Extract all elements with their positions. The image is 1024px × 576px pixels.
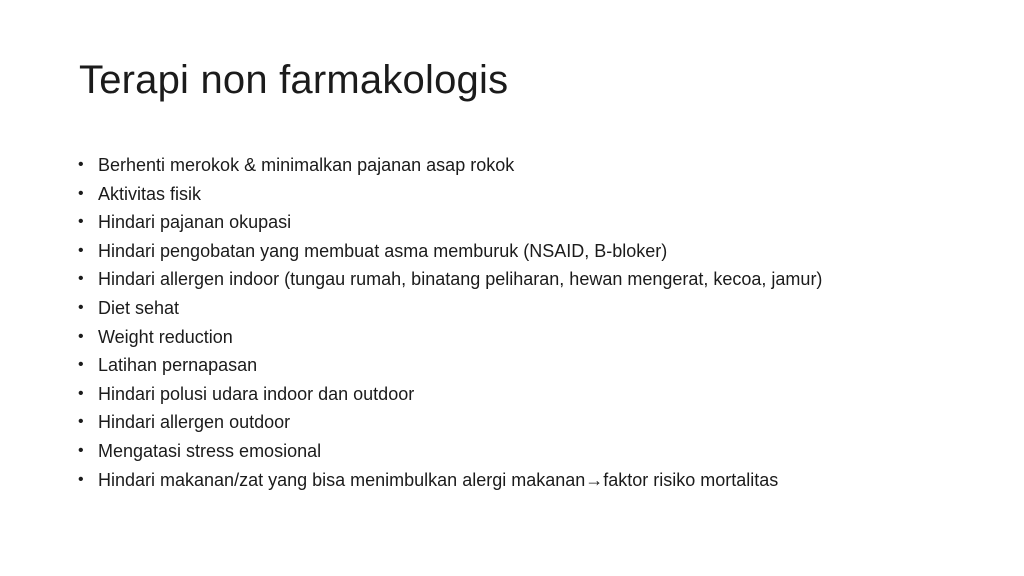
bullet-text: Hindari allergen outdoor: [98, 412, 291, 433]
bullet-text: Latihan pernapasan: [98, 355, 258, 376]
bullet-text: Hindari pengobatan yang membuat asma memburuk (NSAID, B-bloker): [98, 240, 668, 261]
bullet-text: Weight reduction: [98, 326, 233, 347]
bullet-dot-icon: •: [78, 384, 84, 402]
bullet-item: [78, 208, 822, 237]
bullet-dot-icon: •: [78, 184, 84, 202]
bullet-dot-icon: •: [78, 213, 84, 231]
bullet-dot-icon: •: [78, 413, 84, 431]
bullet-item: [78, 323, 822, 352]
slide-title: Terapi non farmakologis: [79, 58, 509, 102]
bullet-text: Hindari pajanan okupasi: [98, 212, 292, 233]
bullet-dot-icon: •: [78, 356, 84, 374]
bullet-item: [78, 265, 822, 294]
bullet-dot-icon: •: [78, 441, 84, 459]
bullet-list: [78, 151, 822, 494]
bullet-text: Berhenti merokok & minimalkan pajanan asap rokok: [98, 155, 515, 175]
bullet-dot-icon: •: [78, 156, 84, 173]
bullet-dot-icon: •: [78, 298, 84, 316]
bullet-dot-icon: •: [78, 241, 84, 259]
bullet-item: [78, 180, 822, 209]
bullet-item: [78, 408, 822, 437]
bullet-item: [78, 437, 822, 466]
bullet-item: [78, 380, 822, 409]
bullet-text: Hindari makanan/zat yang bisa menimbulkan alergi makanan→faktor risiko mortalitas: [98, 469, 779, 490]
bullet-text: Aktivitas fisik: [98, 183, 202, 204]
bullet-dot-icon: •: [78, 327, 84, 345]
bullet-dot-icon: •: [78, 270, 84, 288]
bullet-item: [78, 294, 822, 323]
bullet-item: [78, 237, 822, 266]
bullet-item: [78, 466, 822, 495]
bullet-item: [78, 151, 822, 180]
bullet-text: Hindari allergen indoor (tungau rumah, binatang peliharan, hewan mengerat, kecoa, jamur): [98, 269, 823, 290]
bullet-item: [78, 351, 822, 380]
bullet-text: Diet sehat: [98, 297, 180, 318]
bullet-text: Mengatasi stress emosional: [98, 440, 322, 461]
bullet-text: Hindari polusi udara indoor dan outdoor: [98, 383, 415, 404]
bullet-dot-icon: •: [78, 470, 84, 488]
